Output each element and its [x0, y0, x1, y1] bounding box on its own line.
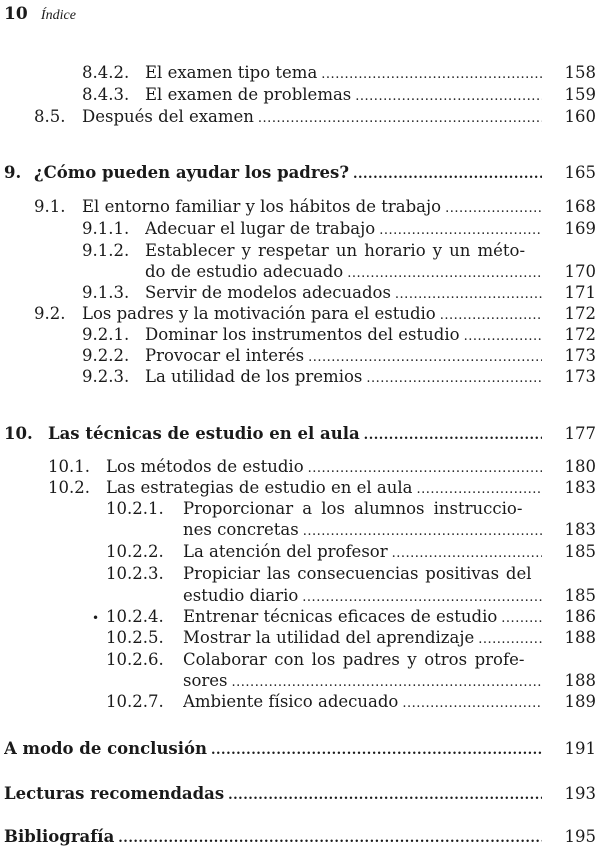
toc-entry-number: 10.1.: [48, 457, 90, 476]
toc-entry-page: 191: [564, 739, 596, 758]
toc-entry[interactable]: [0, 691, 600, 713]
toc-entry-page: 188: [564, 628, 596, 647]
toc-entry-number: 10.2.6.: [106, 650, 164, 669]
toc-chapter-entry[interactable]: [0, 783, 600, 805]
margin-dot: •: [92, 611, 100, 625]
toc-entry-title: ¿Cómo pueden ayudar los padres? .....: [34, 162, 542, 186]
toc-entry-page: 168: [564, 197, 596, 216]
toc-entry-number: 8.4.2.: [82, 63, 130, 82]
toc-entry-number: 8.4.3.: [82, 85, 130, 104]
toc-entry[interactable]: [0, 303, 600, 325]
toc-entry-title: El entorno familiar y los hábitos de trabajo .....: [82, 196, 542, 220]
toc-entry-page: 185: [564, 542, 596, 561]
toc-entry[interactable]: [0, 282, 600, 304]
toc-entry-title: Servir de modelos adecuados .....: [145, 282, 542, 306]
toc-entry-number: 8.5.: [34, 107, 66, 126]
toc-entry-number: 9.1.3.: [82, 283, 130, 302]
toc-entry-number: 10.2.7.: [106, 692, 164, 711]
toc-entry-page: 193: [564, 784, 596, 803]
toc-entry-page: 183: [564, 478, 596, 497]
toc-entry[interactable]: [0, 477, 600, 499]
dot-leader: [379, 220, 542, 242]
toc-entry-continuation[interactable]: [0, 519, 600, 541]
toc-entry-number: 9.1.: [34, 197, 66, 216]
toc-entry-title: El examen tipo tema .....: [145, 62, 542, 86]
header-title: Índice: [40, 8, 76, 23]
toc-entry-page: 177: [564, 424, 596, 443]
dot-leader: [355, 86, 542, 108]
dot-leader: [303, 521, 542, 543]
toc-entry-page: 170: [564, 262, 596, 281]
toc-entry[interactable]: [0, 240, 600, 262]
toc-entry-title: Provocar el interés .....: [145, 345, 542, 369]
header-page-number: 10: [4, 4, 28, 24]
toc-entry-number: 9.2.3.: [82, 367, 130, 386]
toc-entry-number: 10.2.: [48, 478, 90, 497]
toc-entry-title: Adecuar el lugar de trabajo .....: [145, 218, 542, 242]
toc-entry-number: 9.2.: [34, 304, 66, 323]
toc-entry-page: 183: [564, 520, 596, 539]
toc-entry-title: estudio diario .....: [183, 585, 542, 609]
toc-entry-page: 185: [564, 586, 596, 605]
toc-entry-title: Mostrar la utilidad del aprendizaje .....: [183, 627, 542, 651]
toc-entry-title: Las estrategias de estudio en el aula .....: [106, 477, 542, 501]
toc-chapter-entry[interactable]: [0, 162, 600, 184]
toc-entry-number: 9.: [4, 163, 22, 182]
toc-entry-title: La utilidad de los premios .....: [145, 366, 542, 390]
toc-entry-page: 189: [564, 692, 596, 711]
toc-entry-title: Ambiente físico adecuado .....: [183, 691, 542, 715]
toc-entry-title: Bibliografía .....: [4, 826, 542, 850]
toc-entry[interactable]: [0, 106, 600, 128]
toc-entry[interactable]: [0, 324, 600, 346]
toc-entry-title: Las técnicas de estudio en el aula .....: [48, 423, 542, 447]
toc-entry-page: 172: [564, 304, 596, 323]
toc-entry[interactable]: [0, 627, 600, 649]
dot-leader: [258, 108, 542, 130]
toc-entry-title: La atención del profesor .....: [183, 541, 542, 565]
toc-entry[interactable]: [0, 498, 600, 520]
toc-entry-continuation[interactable]: [0, 585, 600, 607]
toc-entry-page: 165: [564, 163, 596, 182]
toc-entry-number: 9.1.1.: [82, 219, 130, 238]
toc-entry-title: El examen de problemas .....: [145, 84, 542, 108]
toc-entry-number: 10.2.1.: [106, 499, 164, 518]
dot-leader: [364, 425, 542, 447]
toc-entry-continuation[interactable]: [0, 670, 600, 692]
toc-entry[interactable]: [0, 196, 600, 218]
dot-leader: [228, 785, 542, 807]
dot-leader: [402, 693, 542, 715]
dot-leader: [353, 164, 542, 186]
toc-entry-page: 173: [564, 367, 596, 386]
toc-entry-title: sores .....: [183, 670, 542, 694]
toc-entry-page: 160: [564, 107, 596, 126]
toc-entry-page: 159: [564, 85, 596, 104]
toc-entry-number: 10.: [4, 424, 33, 443]
dot-leader: [478, 629, 542, 651]
toc-chapter-entry[interactable]: [0, 738, 600, 760]
toc-entry-page: 173: [564, 346, 596, 365]
toc-entry-number: 10.2.3.: [106, 564, 164, 583]
toc-entry[interactable]: [0, 541, 600, 563]
toc-entry-page: 171: [564, 283, 596, 302]
toc-chapter-entry[interactable]: [0, 423, 600, 445]
toc-entry-title: Dominar los instrumentos del estudio .....: [145, 324, 542, 348]
toc-entry[interactable]: [0, 456, 600, 478]
toc-entry[interactable]: [0, 218, 600, 240]
toc-entry-page: 172: [564, 325, 596, 344]
toc-entry-title: Los métodos de estudio .....: [106, 456, 542, 480]
toc-entry-title: Propiciar las consecuencias positivas del: [183, 564, 532, 583]
dot-leader: [445, 198, 542, 220]
toc-entry-number: 10.2.2.: [106, 542, 164, 561]
toc-entry-number: 10.2.5.: [106, 628, 164, 647]
toc-entry[interactable]: [0, 62, 600, 84]
toc-entry-title: Los padres y la motivación para el estudio .....: [82, 303, 542, 327]
toc-entry[interactable]: [0, 563, 600, 585]
running-header: [4, 4, 76, 26]
toc-entry-title: Colaborar con los padres y otros profe-: [183, 650, 525, 669]
toc-entry-title: Proporcionar a los alumnos instruccio-: [183, 499, 523, 518]
toc-entry[interactable]: [0, 84, 600, 106]
toc-entry-title: Entrenar técnicas eficaces de estudio .....: [183, 606, 542, 630]
toc-entry-page: 180: [564, 457, 596, 476]
toc-entry-number: 10.2.4.: [106, 607, 164, 626]
toc-entry-continuation[interactable]: [0, 261, 600, 283]
toc-chapter-entry[interactable]: [0, 826, 600, 848]
dot-leader: [392, 543, 542, 565]
toc-entry-page: 169: [564, 219, 596, 238]
toc-entry-page: 186: [564, 607, 596, 626]
toc-entry-number: 9.2.1.: [82, 325, 130, 344]
toc-entry-number: 9.2.2.: [82, 346, 130, 365]
dot-leader: [321, 64, 542, 86]
toc-entry-page: 195: [564, 827, 596, 846]
dot-leader: [211, 740, 542, 762]
toc-entry-title: Después del examen .....: [82, 106, 542, 130]
toc-entry-page: 158: [564, 63, 596, 82]
toc-entry-title: Establecer y respetar un horario y un méto-: [145, 241, 526, 260]
toc-entry-title: Lecturas recomendadas .....: [4, 783, 542, 807]
toc-entry-page: 188: [564, 671, 596, 690]
toc-entry[interactable]: [0, 606, 600, 628]
toc-entry[interactable]: [0, 649, 600, 671]
toc-entry[interactable]: [0, 366, 600, 388]
toc-entry[interactable]: [0, 345, 600, 367]
toc-entry-title: A modo de conclusión .....: [4, 738, 542, 762]
dot-leader: [366, 368, 542, 390]
toc-entry-title: nes concretas .....: [183, 519, 542, 543]
toc-entry-title: do de estudio adecuado .....: [145, 261, 542, 285]
dot-leader: [118, 828, 542, 850]
toc-entry-number: 9.1.2.: [82, 241, 130, 260]
